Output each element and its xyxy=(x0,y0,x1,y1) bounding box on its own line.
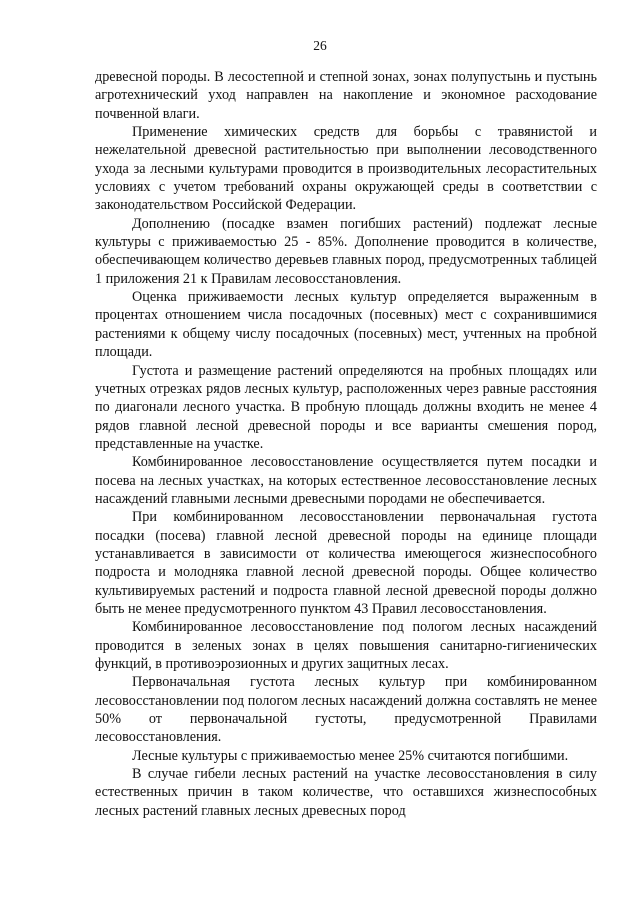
page-number: 26 xyxy=(313,38,327,53)
paragraph-chemical-means: Применение химических средств для борьбы с травянистой и нежелательной древесной растительностью при выполнении лесоводственного ухода за лесными культурами проводится в производительных лесорастительных условиях с учетом требований охраны окружающей среды в соответствии с законодательством Российской Федерации. xyxy=(95,124,597,214)
paragraph-plant-death: В случае гибели лесных растений на участке лесовосстановления в силу естественных причин в таком количестве, что оставшихся жизнеспособных лесных растений главных лесных древесных пород xyxy=(95,766,597,819)
body-text xyxy=(95,68,597,820)
paragraph-dead-cultures: Лесные культуры с приживаемостью менее 25% считаются погибшими. xyxy=(132,747,569,764)
paragraph-initial-density: При комбинированном лесовосстановлении первоначальная густота посадки (посева) главной лесной древесной породы на единице площади устанавливается в зависимости от количества имеющегося жизнеспособного подроста и молодняка главной лесной древесной породы. Общее количество культивируемых растений и подроста главной лесной древесной породы должно быть не менее предусмотренного пунктом 43 Правил лесовосстановления. xyxy=(95,509,597,617)
paragraph-canopy-density: Первоначальная густота лесных культур при комбинированном лесовосстановлении под пологом лесных насаждений должна составлять не менее 50% от первоначальной густоты, предусмотренной Правилами лесовосстановления. xyxy=(95,674,597,746)
paragraph-combined-reforestation: Комбинированное лесовосстановление осуществляется путем посадки и посева на лесных участках, на которых естественное лесовосстановление лесных насаждений главными лесными древесными породами не обеспечивается. xyxy=(95,454,597,507)
paragraph-survival-assessment: Оценка приживаемости лесных культур определяется выраженным в процентах отношением числа посадочных (посевных) мест с сохранившимися растениями к общему числу посадочных (посевных) мест, учтенных на пробной площади. xyxy=(95,289,597,361)
paragraph-under-canopy: Комбинированное лесовосстановление под пологом лесных насаждений проводится в зеленых зонах в целях повышения санитарно-гигиенических функций, в противоэрозионных и других защитных лесах. xyxy=(95,619,597,672)
paragraph-density-placement: Густота и размещение растений определяются на пробных площадях или учетных отрезках рядов лесных культур, расположенных через равные расстояния по диагонали лесного участка. В пробную площадь должны входить не менее 4 рядов главной лесной древесной породы и все варианты смешения пород, представленные на участке. xyxy=(95,362,597,452)
paragraph-continuation: древесной породы. В лесостепной и степной зонах, зонах полупустынь и пустынь агротехнический уход направлен на накопление и экономное расходование почвенной влаги. xyxy=(95,69,597,122)
paragraph-supplementation: Дополнению (посадке взамен погибших растений) подлежат лесные культуры с приживаемостью 25 - 85%. Дополнение проводится в количестве, обеспечивающем количество деревьев главных пород, предусмотренных таблицей 1 приложения 21 к Правилам лесовосстановления. xyxy=(95,215,597,287)
